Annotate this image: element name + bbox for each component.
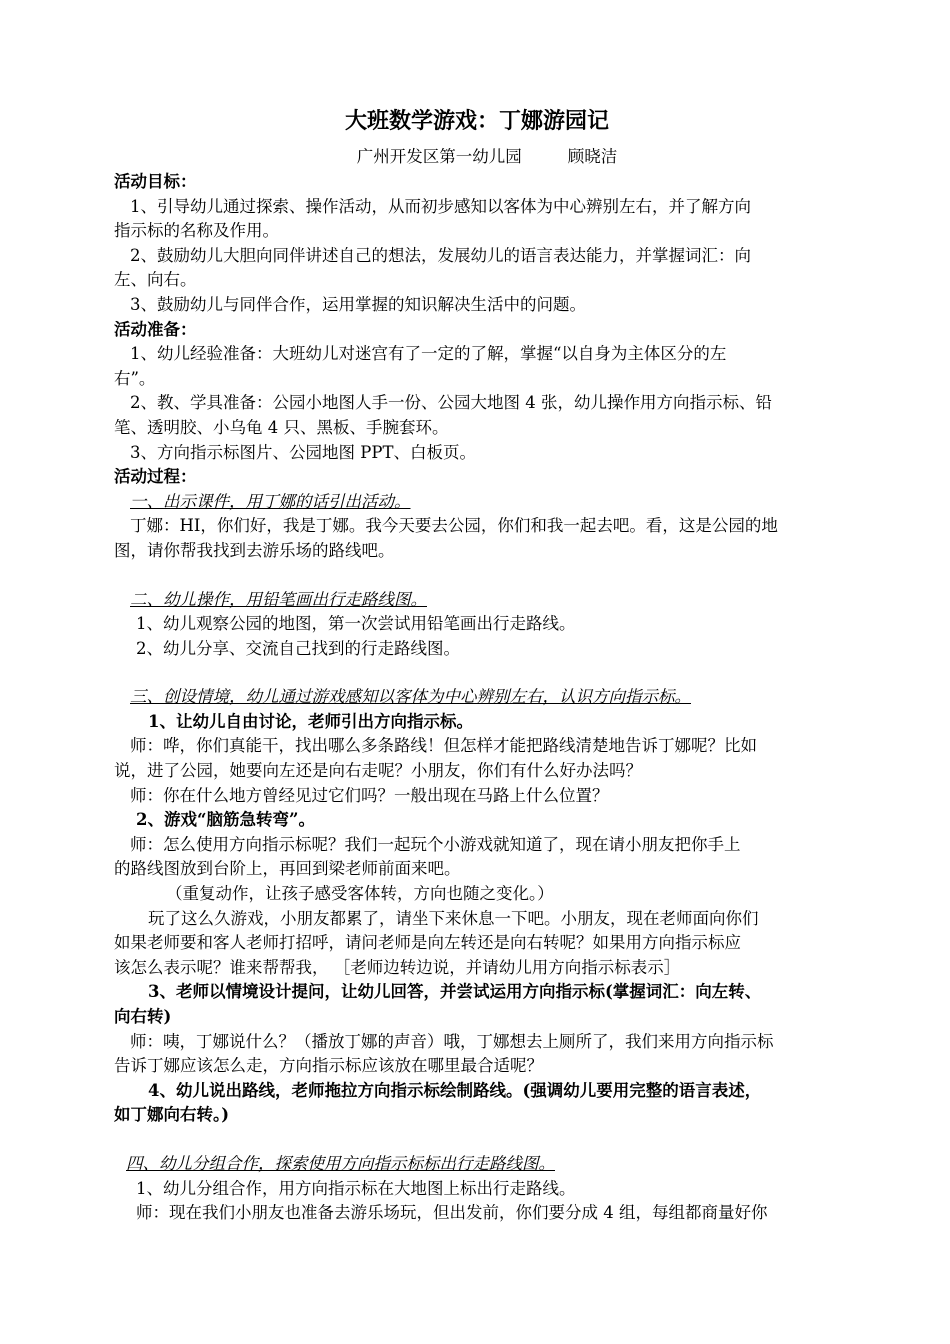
section-2-line: 2、幼儿分享、交流自己找到的行走路线图。	[136, 638, 460, 658]
section-3-point-3: 3、老师以情境设计提问，让幼儿回答，并尝试运用方向指示标(掌握词汇：向左转、	[148, 982, 762, 1002]
goal-line: 3、鼓励幼儿与同伴合作，运用掌握的知识解决生活中的问题。	[130, 294, 586, 314]
section-3-point-4: 4、幼儿说出路线，老师拖拉方向指示标绘制路线。(强调幼儿要用完整的语言表述，	[148, 1080, 762, 1100]
section-4-title: 四、幼儿分组合作，探索使用方向指示标标出行走路线图。	[126, 1153, 555, 1173]
section-3-title: 三、创设情境，幼儿通过游戏感知以客体为中心辨别左右，认识方向指示标。	[130, 687, 691, 707]
section-3-line: 该怎么表示呢？谁来帮帮我， ［老师边转边说，并请幼儿用方向指示标表示］	[114, 957, 681, 977]
goal-line: 1、引导幼儿通过探索、操作活动，从而初步感知以客体为中心辨别左右，并了解方向	[130, 196, 751, 216]
section-3-line: 说，进了公园，她要向左还是向右走呢？小朋友，你们有什么好办法吗？	[114, 761, 642, 781]
section-2-title: 二、幼儿操作，用铅笔画出行走路线图。	[130, 589, 427, 609]
section-4-line: 师：现在我们小朋友也准备去游乐场玩，但出发前，你们要分成 4 组，每组都商量好你	[136, 1203, 768, 1223]
section-1-line: 丁娜：HI，你们好，我是丁娜。我今天要去公园，你们和我一起去吧。看，这是公园的地	[130, 516, 778, 536]
section-3-line: 玩了这么久游戏，小朋友都累了，请坐下来休息一下吧。小朋友，现在老师面向你们	[148, 908, 759, 928]
section-1-line: 图，请你帮我找到去游乐场的路线吧。	[114, 540, 395, 560]
section-3-point-4-cont: 如丁娜向右转。)	[114, 1105, 230, 1125]
prep-line: 右”。	[114, 368, 156, 388]
author-line	[114, 144, 840, 170]
goal-line: 2、鼓励幼儿大胆向同伴讲述自己的想法，发展幼儿的语言表达能力，并掌握词汇：向	[130, 245, 751, 265]
spacer	[114, 1128, 840, 1152]
section-3-point-1: 1、让幼儿自由讨论，老师引出方向指示标。	[148, 711, 473, 731]
section-3-point-3-cont: 向右转)	[114, 1007, 172, 1026]
section-2-line: 1、幼儿观察公园的地图，第一次尝试用铅笔画出行走路线。	[136, 614, 576, 634]
spacer	[114, 661, 840, 685]
prep-line: 3、方向指示标图片、公园地图 PPT、白板页。	[130, 442, 476, 462]
section-4-line: 1、幼儿分组合作，用方向指示标在大地图上标出行走路线。	[136, 1178, 576, 1198]
section-1-title: 一、出示课件，用丁娜的话引出活动。	[130, 491, 411, 511]
author-name: 顾晓洁	[567, 147, 618, 166]
section-3-line: 师：你在什么地方曾经见过它们吗？一般出现在马路上什么位置？	[130, 785, 609, 805]
author-school: 广州开发区第一幼儿园	[356, 147, 522, 166]
prep-line: 笔、透明胶、小乌龟 4 只、黑板、手腕套环。	[114, 417, 449, 437]
document-title: 大班数学游戏：丁娜游园记	[344, 108, 609, 134]
document-page	[114, 104, 840, 1226]
goal-line: 左、向右。	[114, 270, 197, 290]
section-3-line: 师：哗，你们真能干，找出哪么多条路线！但怎样才能把路线清楚地告诉丁娜呢？比如	[130, 736, 757, 756]
goals-heading: 活动目标：	[114, 172, 197, 191]
process-heading: 活动过程：	[114, 467, 197, 487]
section-3-point-2: 2、游戏“脑筋急转弯”。	[136, 810, 315, 830]
section-3-line: 师：咦，丁娜说什么？（播放丁娜的声音）哦，丁娜想去上厕所了，我们来用方向指示标	[130, 1031, 774, 1051]
section-3-line: 的路线图放到台阶上，再回到梁老师前面来吧。	[114, 859, 461, 879]
section-3-line: 告诉丁娜应该怎么走，方向指示标应该放在哪里最合适呢？	[114, 1056, 543, 1076]
section-3-line: （重复动作，让孩子感受客体转，方向也随之变化。）	[166, 884, 554, 904]
prep-line: 2、教、学具准备：公园小地图人手一份、公园大地图 4 张，幼儿操作用方向指示标、铅	[130, 393, 772, 413]
spacer	[114, 564, 840, 588]
section-3-line: 如果老师要和客人老师打招呼，请问老师是向左转还是向右转呢？如果用方向指示标应	[114, 933, 741, 953]
section-3-line: 师：怎么使用方向指示标呢？我们一起玩个小游戏就知道了，现在请小朋友把你手上	[130, 834, 741, 854]
goal-line: 指示标的名称及作用。	[114, 221, 279, 241]
prep-heading: 活动准备：	[114, 319, 197, 339]
prep-line: 1、幼儿经验准备：大班幼儿对迷宫有了一定的了解，掌握“以自身为主体区分的左	[130, 344, 727, 364]
